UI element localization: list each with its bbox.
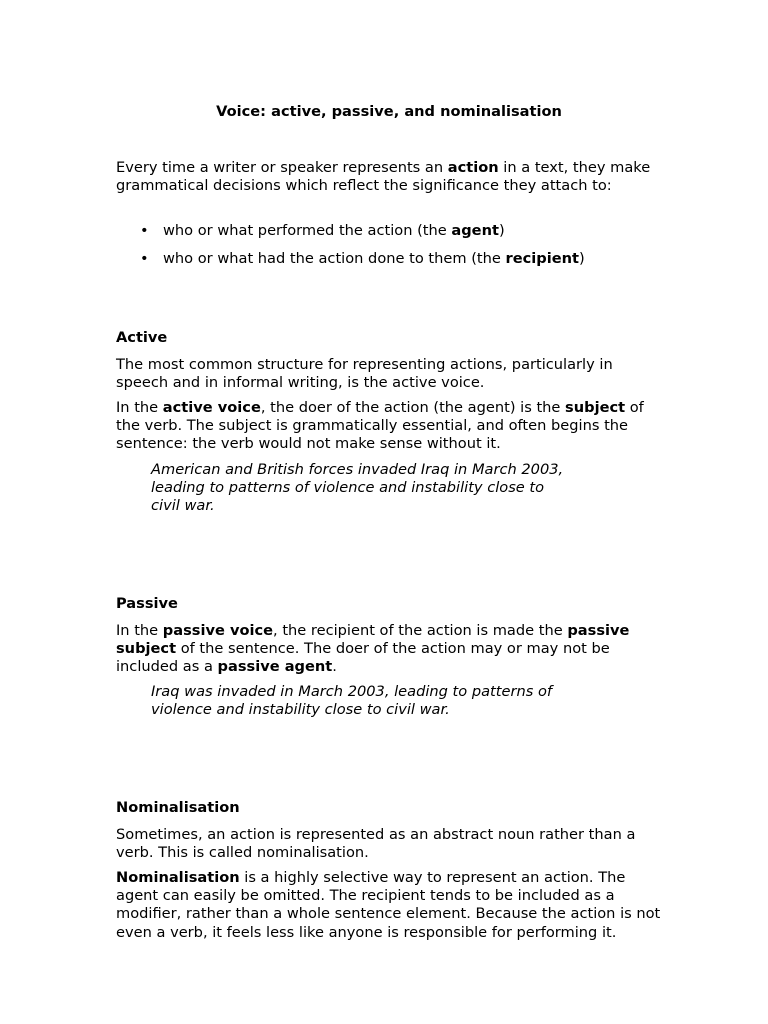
passive-bold-voice: passive voice [162,622,274,639]
intro-text-2: in a text, they make grammatical decisions which reflect the significance they attach to: [116,159,651,195]
passive-text-1: In the [116,622,163,639]
bullet-icon: • [140,222,149,239]
list-item [116,222,666,240]
passive-text-3: of the sentence. The doer of the action may or may not be included as a [116,640,610,676]
active-text-3: of the verb. The subject is grammatically essential, and often begins the sentence: the verb would not make sense without it. [116,399,644,453]
bullet-text-pre: who or what had the action done to them (the [163,249,506,267]
bullet-text-post: ) [498,222,505,239]
bullet-icon: • [140,249,149,267]
bullet-bold-agent: agent [451,222,499,239]
active-bold-voice: active voice [162,399,261,416]
active-text-2: , the doer of the action (the agent) is the [260,399,566,416]
passive-bold-agent: passive agent [217,658,333,676]
passive-heading: Passive [116,595,178,612]
list-item [116,250,666,268]
bullet-text-post: ) [578,249,585,267]
nominalisation-bold-term: Nominalisation [116,869,240,886]
passive-bold-subject: passive subject [116,622,630,658]
bullet-list [116,222,666,278]
bullet-bold-recipient: recipient [505,249,579,267]
nominalisation-paragraph-1: Sometimes, an action is represented as an abstract noun rather than a verb. This is called nominalisation. [116,826,636,862]
active-paragraph-1: The most common structure for representing actions, particularly in speech and in informal writing, is the active voice. [116,356,613,392]
active-heading: Active [116,329,168,346]
active-example-quote: American and British forces invaded Iraq in March 2003, leading to patterns of violence and instability close to civil war. [151,461,564,515]
intro-bold-action: action [447,159,499,176]
active-bold-subject: subject [565,399,626,416]
bullet-text-pre: who or what performed the action (the [163,222,452,239]
passive-paragraph-1 [116,622,668,677]
nominalisation-paragraph-2 [116,869,668,942]
passive-text-2: , the recipient of the action is made the [273,622,568,639]
active-text-1: In the [116,399,163,416]
intro-text-1: Every time a writer or speaker represents an [116,159,448,176]
document-title: Voice: active, passive, and nominalisation [216,103,562,120]
passive-text-4: . [332,658,337,676]
intro-paragraph [116,159,666,195]
nominalisation-heading: Nominalisation [116,799,240,816]
active-paragraph-2 [116,399,668,454]
nominalisation-text-1: is a highly selective way to represent an action. The agent can easily be omitted. The recipient tends to be included as a modifier, rather than a whole sentence element. Because the action is not even a verb, it feels less like anyone is responsible for performing it. [116,869,661,941]
passive-example-quote: Iraq was invaded in March 2003, leading to patterns of violence and instability close to civil war. [151,683,553,719]
